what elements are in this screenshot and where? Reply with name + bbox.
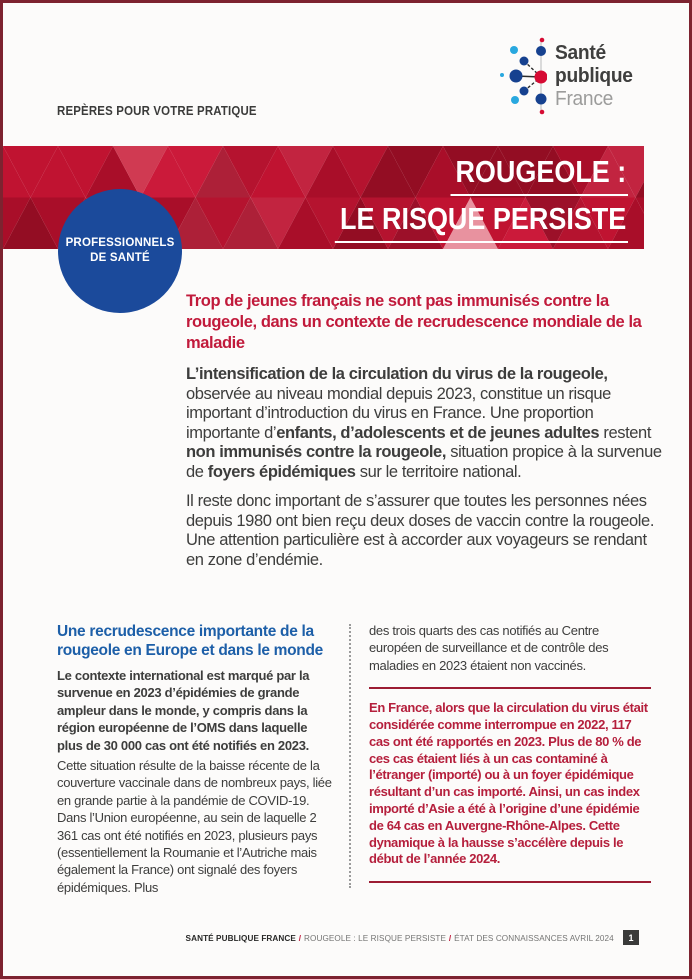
intro-paragraph-1 xyxy=(186,365,662,482)
left-column-heading: Une recrudescence importante de la rougeole en Europe et dans le monde xyxy=(57,623,323,659)
intro-p1-bold-1: L’intensification de la circulation du virus de la rougeole, xyxy=(186,365,608,383)
france-highlight-text: En France, alors que la circulation du virus était considérée comme interrompue en 2022, 117 cas ont été rapportés en 2023. Plus de 80 % de ces cas étaient liés à un cas contaminé à l’étranger (importé) ou à un foyer épidémique résultant d’un cas importé. Ainsi, un cas index importé d’Asie a été à l’origine d’une épidémie de 64 cas en Auvergne-Rhône-Alpes. Cette dynamique à la hausse s’accélère depuis le début de l’année 2024. xyxy=(369,700,648,867)
intro-p1-bold-3: non immunisés contre la rougeole, xyxy=(186,443,447,461)
intro-p1-text-4: sur le territoire national. xyxy=(355,462,522,481)
kicker-text: REPÈRES POUR VOTRE PRATIQUE xyxy=(57,103,257,118)
intro-paragraph-2: Il reste donc important de s’assurer que toutes les personnes nées depuis 1980 ont bien reçu deux doses de vaccin contre la rougeole. Une attention particulière est à accorder aux voyageurs se rendant en zone d’endémie. xyxy=(186,492,655,569)
footer-brand: SANTÉ PUBLIQUE FRANCE xyxy=(185,932,297,943)
intro-section xyxy=(186,291,662,580)
sante-publique-france-logo xyxy=(499,34,636,118)
left-column xyxy=(57,622,335,896)
intro-heading: Trop de jeunes français ne sont pas immunisés contre la rougeole, dans un contexte de recrudescence mondiale de la maladie xyxy=(186,292,642,352)
footer-separator-2: / xyxy=(449,932,452,943)
title-line-1: ROUGEOLE : xyxy=(450,156,628,196)
logo-wordmark xyxy=(555,42,633,111)
footer-edition: ÉTAT DES CONNAISSANCES AVRIL 2024 xyxy=(454,932,614,943)
intro-p1-text-3: situation propice à la survenue de xyxy=(186,443,662,481)
france-highlight-box xyxy=(369,687,651,883)
footer-text xyxy=(186,933,614,943)
footer-separator-1: / xyxy=(298,932,302,943)
logo-word-sante: Santé xyxy=(555,41,606,64)
title-line-2: LE RISQUE PERSISTE xyxy=(335,203,628,243)
audience-badge xyxy=(58,189,182,313)
intro-p1-bold-4: foyers épidémiques xyxy=(207,462,356,481)
left-column-body-paragraph: Cette situation résulte de la baisse récente de la couverture vaccinale dans de nombreux pays, liée en grande partie à la pandémie de COVID-19. Dans l’Union européenne, au sein de laquelle 2 361 cas ont été notifiés en 2023, plusieurs pays (essentiellement la Roumanie et l’Autriche mais également la France) ont signalé des foyers épidémiques. Plus xyxy=(57,758,332,895)
logo-word-publique: publique xyxy=(555,64,633,87)
left-column-lead-paragraph: Le contexte international est marqué par la survenue en 2023 d’épidémies de grande ampleur dans le monde, y compris dans la région européenne de l’OMS dans laquelle plus de 30 000 cas ont été notifiés en 2023. xyxy=(57,668,310,753)
logo-dots-icon xyxy=(499,34,547,118)
footer-doc-title: ROUGEOLE : LE RISQUE PERSISTE xyxy=(304,932,447,943)
two-column-section xyxy=(57,622,651,896)
intro-p1-text-2: restent xyxy=(599,423,651,442)
intro-p1-text-1: observée au niveau mondial depuis 2023, constitue un risque important d’introduction du virus en France. Une proportion importante d’ xyxy=(186,384,611,442)
logo-word-france: France xyxy=(555,87,614,110)
right-column xyxy=(369,622,651,896)
page-footer xyxy=(163,930,639,945)
page-number-badge: 1 xyxy=(623,930,639,945)
intro-p1-bold-2: enfants, d’adolescents et de jeunes adultes xyxy=(276,423,600,442)
right-column-body-paragraph: des trois quarts des cas notifiés au Centre européen de surveillance et de contrôle des maladies en 2023 étaient non vaccinés. xyxy=(369,623,609,673)
audience-badge-line-1: PROFESSIONNELS xyxy=(65,237,175,249)
audience-badge-line-2: DE SANTÉ xyxy=(90,252,150,264)
document-title xyxy=(335,156,628,243)
column-dotted-divider xyxy=(349,624,351,888)
